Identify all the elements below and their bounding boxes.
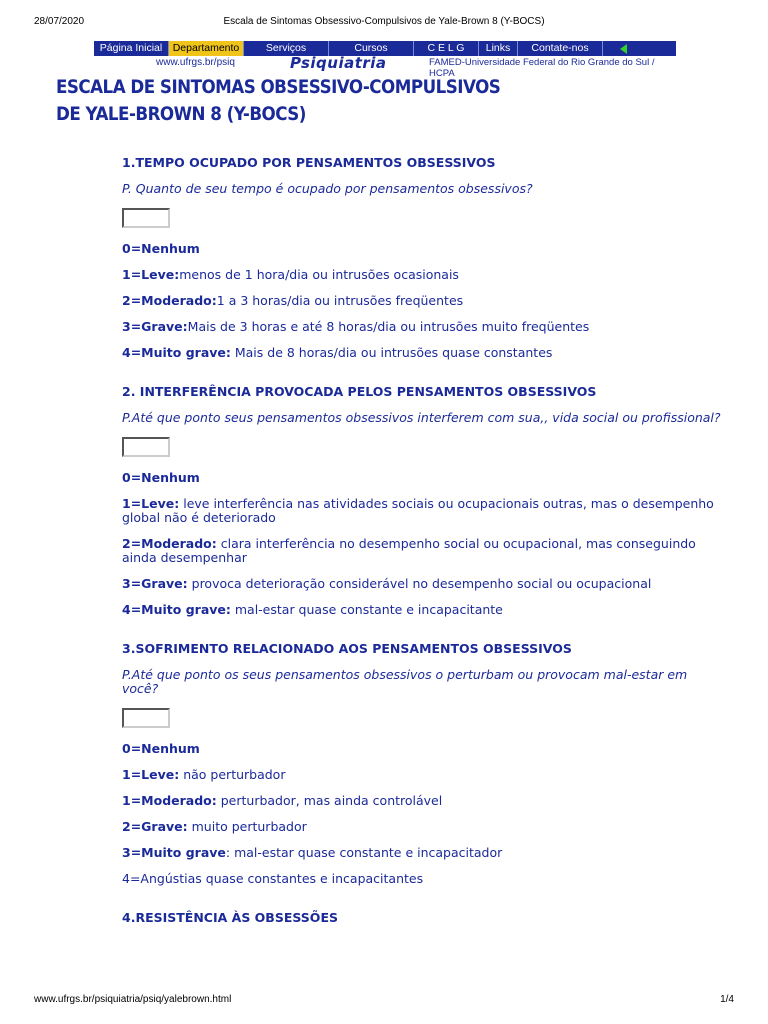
option-text: muito perturbador xyxy=(187,819,307,834)
section-2 xyxy=(122,384,722,617)
option-label: 1=Moderado: xyxy=(122,793,217,808)
nav-item-departamento[interactable]: Departamento xyxy=(169,41,244,56)
institution-text: FAMED-Universidade Federal do Rio Grande do Sul / HCPA xyxy=(429,57,655,79)
option-label: 0=Nenhum xyxy=(122,470,200,485)
option-item xyxy=(122,268,722,282)
print-date: 28/07/2020 xyxy=(34,16,85,27)
option-item xyxy=(122,294,722,308)
option-label: 1=Leve: xyxy=(122,496,180,511)
option-item xyxy=(122,320,722,334)
option-item xyxy=(122,497,722,525)
nav-item-pagina-inicial[interactable]: Página Inicial xyxy=(94,41,169,56)
option-item xyxy=(122,242,722,256)
section-question: P.Até que ponto os seus pensamentos obsessivos o perturbam ou provocam mal-estar em você? xyxy=(122,667,688,696)
score-input[interactable] xyxy=(122,708,170,728)
nav-item-cursos[interactable]: Cursos xyxy=(329,41,414,56)
option-label: 0=Nenhum xyxy=(122,741,200,756)
option-text: : mal-estar quase constante e incapacitador xyxy=(225,845,503,860)
option-item xyxy=(122,537,722,565)
option-text: menos de 1 hora/dia ou intrusões ocasionais xyxy=(179,267,459,282)
option-item xyxy=(122,768,722,782)
option-item xyxy=(122,471,722,485)
section-question: P. Quanto de seu tempo é ocupado por pensamentos obsessivos? xyxy=(122,181,533,196)
print-header xyxy=(34,16,734,30)
option-label: 1=Leve: xyxy=(122,267,180,282)
option-item xyxy=(122,603,722,617)
option-text: mal-estar quase constante e incapacitante xyxy=(230,602,503,617)
option-text: provoca deterioração considerável no desempenho social ou ocupacional xyxy=(187,576,652,591)
option-item xyxy=(122,820,722,834)
page-title-line-2: DE YALE-BROWN 8 (Y-BOCS) xyxy=(56,103,306,125)
option-item xyxy=(122,794,722,808)
section-3 xyxy=(122,641,722,886)
section-question: P.Até que ponto seus pensamentos obsessivos interferem com sua,, vida social ou profissional? xyxy=(122,410,721,425)
option-text: 1 a 3 horas/dia ou intrusões freqüentes xyxy=(216,293,464,308)
score-input[interactable] xyxy=(122,437,170,457)
option-label: 2=Grave: xyxy=(122,819,188,834)
option-label: 4=Muito grave: xyxy=(122,602,231,617)
print-url: www.ufrgs.br/psiquiatria/psiq/yalebrown.html xyxy=(34,994,232,1005)
print-page-title: Escala de Sintomas Obsessivo-Compulsivos de Yale-Brown 8 (Y-BOCS) xyxy=(223,16,545,27)
option-label: 3=Muito grave xyxy=(122,845,226,860)
option-label: 3=Grave: xyxy=(122,576,188,591)
site-link[interactable]: www.ufrgs.br/psiq xyxy=(156,57,235,68)
option-text: leve interferência nas atividades sociais ou ocupacionais outras, mas o desempenho global não é deteriorado xyxy=(122,496,714,525)
option-text: não perturbador xyxy=(179,767,286,782)
print-footer xyxy=(34,994,734,1008)
option-label: 4=Muito grave: xyxy=(122,345,231,360)
nav-item-links[interactable]: Links xyxy=(479,41,518,56)
option-label: 2=Moderado: xyxy=(122,536,217,551)
option-item xyxy=(122,742,722,756)
option-text: clara interferência no desempenho social ou ocupacional, mas conseguindo ainda desempenhar xyxy=(122,536,696,565)
score-input[interactable] xyxy=(122,208,170,228)
nav-item-contate-nos[interactable]: Contate-nos xyxy=(518,41,603,56)
option-text: perturbador, mas ainda controlável xyxy=(216,793,443,808)
option-item xyxy=(122,577,722,591)
option-label: 1=Leve: xyxy=(122,767,180,782)
section-heading: 1.TEMPO OCUPADO POR PENSAMENTOS OBSESSIVOS xyxy=(122,155,496,170)
nav-item-servicos[interactable]: Serviços xyxy=(244,41,329,56)
questionnaire xyxy=(122,155,722,937)
section-heading: 4.RESISTÊNCIA ÀS OBSESSÕES xyxy=(122,910,338,925)
page-count: 1/4 xyxy=(720,994,734,1005)
back-arrow-button[interactable] xyxy=(603,41,643,56)
option-text: Mais de 3 horas e até 8 horas/dia ou intrusões muito freqüentes xyxy=(187,319,590,334)
option-label: 0=Nenhum xyxy=(122,241,200,256)
option-text: Mais de 8 horas/dia ou intrusões quase constantes xyxy=(230,345,553,360)
option-item xyxy=(122,346,722,360)
page-title xyxy=(56,74,549,128)
option-item xyxy=(122,872,722,886)
section-heading: 3.SOFRIMENTO RELACIONADO AOS PENSAMENTOS OBSESSIVOS xyxy=(122,641,572,656)
option-text: 4=Angústias quase constantes e incapacitantes xyxy=(122,871,424,886)
page-title-line-1: ESCALA DE SINTOMAS OBSESSIVO-COMPULSIVOS xyxy=(56,76,501,98)
option-item xyxy=(122,846,722,860)
option-label: 2=Moderado: xyxy=(122,293,217,308)
green-left-arrow-icon xyxy=(620,44,627,54)
nav-item-celg[interactable]: C E L G xyxy=(414,41,479,56)
option-label: 3=Grave: xyxy=(122,319,188,334)
section-heading: 2. INTERFERÊNCIA PROVOCADA PELOS PENSAMENTOS OBSESSIVOS xyxy=(122,384,597,399)
site-subheader xyxy=(94,54,676,79)
psiquiatria-logo[interactable]: Psiquiatria xyxy=(290,54,387,72)
section-1 xyxy=(122,155,722,360)
section-4 xyxy=(122,910,722,925)
